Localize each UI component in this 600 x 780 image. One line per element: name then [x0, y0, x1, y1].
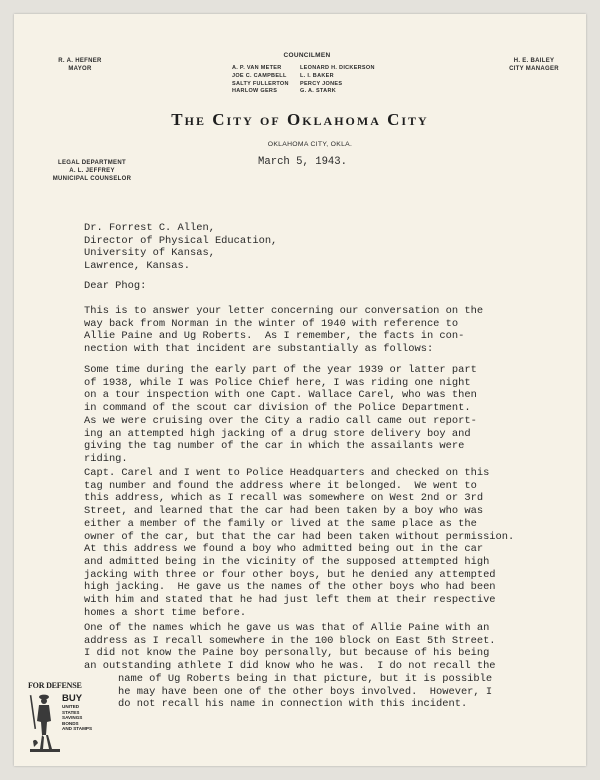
- letter-date: March 5, 1943.: [258, 156, 348, 168]
- councilmen-heading: COUNCILMEN: [283, 52, 331, 59]
- salutation: Dear Phog:: [84, 280, 147, 292]
- mayor-block: [44, 57, 116, 73]
- paragraph-2: Some time during the early part of the year 1939 or latter part of 1938, while I was Police Chief here, I was riding one night on a tour inspection with one Capt. Wallace Carel, who was then in command of the scout car division of the Police Department. As we were cruising over the City a radio call came out report- ing an attempted high jacking of a drug store delivery boy and giving the tag number of the car in which the assailants were riding.: [84, 364, 477, 465]
- legal-title: MUNICIPAL COUNSELOR: [52, 176, 132, 182]
- minuteman-icon: [28, 691, 62, 753]
- councilman: A. P. VAN METER: [232, 65, 282, 71]
- councilman: SALTY FULLERTON: [232, 80, 289, 87]
- councilman: PERCY JONES: [300, 80, 343, 87]
- ad-top-text: FOR DEFENSE: [28, 681, 82, 690]
- councilman: HARLOW GERS: [232, 88, 278, 95]
- councilman: JOE C. CAMPBELL: [232, 72, 287, 79]
- paragraph-1: This is to answer your letter concerning our conversation on the way back from Norman in the winter of 1940 with reference to Allie Paine and Ug Roberts. As I remember, the facts in con- nection with that incident are substantially as follows:: [84, 305, 484, 356]
- city-title: The City of Oklahoma City: [171, 110, 429, 129]
- paragraph-4-continued: name of Ug Roberts being in that picture, but it is possible he may have been one of the other boys involved. However, I do not recall his name in connection with this incident.: [118, 673, 493, 711]
- ad-line: UNITED: [62, 704, 80, 709]
- defense-bonds-ad: [28, 683, 94, 751]
- ad-line: AND STAMPS: [62, 726, 93, 732]
- paragraph-4: One of the names which he gave us was that of Allie Paine with an address as I recall somewhere in the 100 block on East 5th Street. I did not know the Paine boy personally, but because of his being an outstanding athlete I did know who he was. I do not recall the: [84, 622, 496, 673]
- ad-bond-lines: [62, 704, 92, 732]
- councilman: LEONARD H. DICKERSON: [300, 65, 375, 71]
- legal-department-block: [44, 159, 140, 183]
- location-line: OKLAHOMA CITY, OKLA.: [267, 141, 353, 148]
- ad-line: SAVINGS: [62, 715, 83, 721]
- councilman: G. A. STARK: [300, 88, 336, 95]
- ad-line: STATES: [62, 709, 80, 715]
- manager-block: [500, 57, 568, 73]
- ad-buy-text: BUY: [62, 693, 83, 704]
- manager-title: CITY MANAGER: [509, 66, 559, 72]
- legal-name: A. L. JEFFREY: [69, 168, 115, 174]
- paragraph-3: Capt. Carel and I went to Police Headquarters and checked on this tag number and found the address where it belonged. We went to this address, which as I recall was somewhere on West 2nd or 3rd Street, and learned that the car had been taken by a boy who was either a member of the family or lived at the same place as the owner of the car, but that the car had been taken without permission. At this address we found a boy who admitted being out in the car and admitted being in the vicinity of the supposed attempted high jacking with three or four other boys, but he denied any attempted high jacking. He gave us the names of the other boys who had been with him and stated that he had just left them at their respective homes a short time before.: [84, 467, 515, 619]
- inside-address: Dr. Forrest C. Allen, Director of Physical Education, University of Kansas, Lawrence, Kansas.: [84, 222, 278, 273]
- manager-name: H. E. BAILEY: [513, 58, 555, 64]
- councilman: L. I. BAKER: [300, 72, 334, 79]
- ad-line: BONDS: [62, 720, 79, 726]
- legal-dept: LEGAL DEPARTMENT: [58, 160, 126, 166]
- mayor-title: MAYOR: [68, 66, 92, 72]
- councilmen-list: [232, 65, 390, 96]
- mayor-name: R. A. HEFNER: [58, 58, 102, 64]
